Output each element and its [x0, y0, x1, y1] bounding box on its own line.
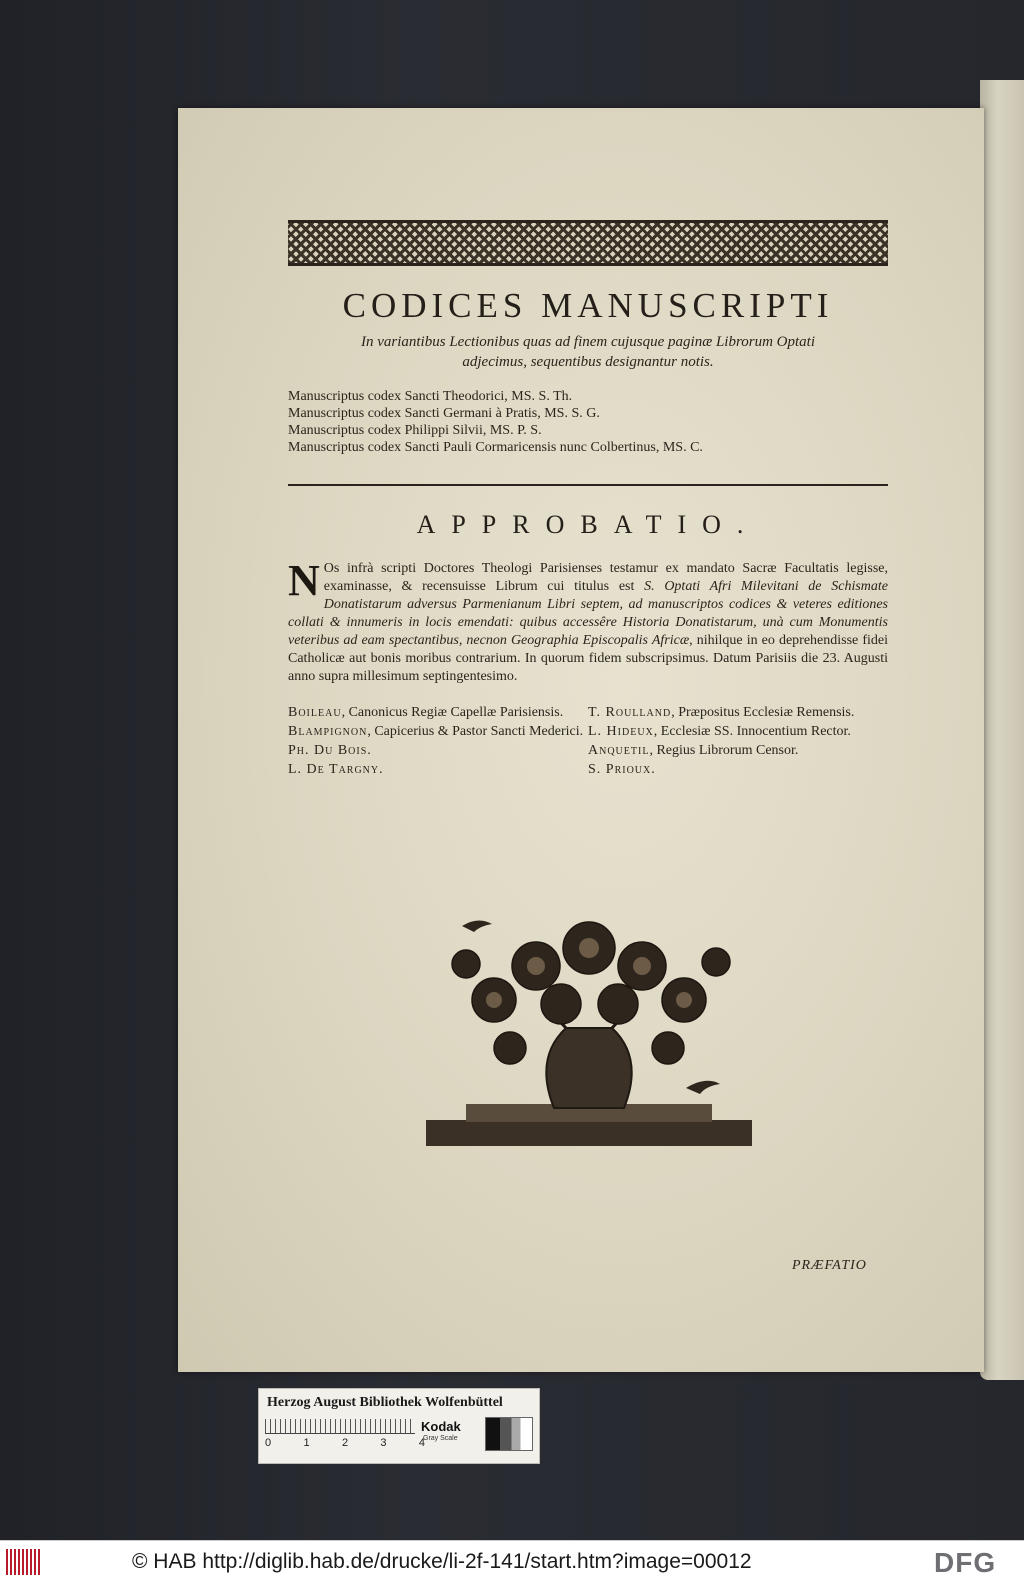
library-name: Herzog August Bibliothek Wolfenbüttel	[267, 1395, 503, 1410]
signatory-name: Boileau	[288, 705, 342, 720]
ornament-band-icon	[288, 220, 888, 266]
scale-numbers	[265, 1437, 425, 1449]
signature	[288, 742, 588, 759]
signature	[288, 761, 588, 778]
signature	[588, 742, 888, 759]
list-item: Manuscriptus codex Philippi Silvii, MS. P. S.	[288, 423, 542, 438]
signature	[588, 723, 888, 740]
signatory-title: , Regius Librorum Censor.	[649, 743, 799, 758]
page-title: CODICES MANUSCRIPTI	[342, 286, 834, 325]
signatory-title: .	[651, 762, 655, 777]
book-page	[178, 108, 984, 1372]
signature	[588, 761, 888, 778]
signatory-name: Ph. Du Bois	[288, 743, 368, 758]
signatory-name: Blampignon	[288, 724, 368, 739]
scale-number: 4	[418, 1437, 425, 1449]
signatory-title: , Canonicus Regiæ Capellæ Parisiensis.	[341, 705, 564, 720]
footer-url[interactable]: © HAB http://diglib.hab.de/drucke/li-2f-141/start.htm?image=00012	[132, 1550, 752, 1573]
list-item: Manuscriptus codex Sancti Theodorici, MS. S. Th.	[288, 389, 573, 404]
catchword: PRÆFATIO	[792, 1258, 867, 1273]
approbatio-part2: , nihilque in eo deprehendisse fidei Catholicæ aut bonis moribus contrarium. In quorum fidem subscripsimus. Datum Parisiis die 23. Augusti anno supra millesimum septingentesimo.	[288, 633, 888, 684]
approbatio-text	[288, 556, 889, 686]
footer-bar	[0, 1540, 1024, 1583]
signature-block	[288, 704, 888, 778]
signature	[288, 723, 588, 740]
adjacent-page-edge	[980, 80, 1024, 1380]
page-subtitle: In variantibus Lectionibus quas ad finem cujusque paginæ Librorum Optati adjecimus, sequentibus designantur notis.	[360, 334, 816, 370]
signature	[288, 704, 588, 721]
scale-number: 0	[265, 1437, 272, 1449]
gray-scale-swatch	[485, 1417, 533, 1451]
scale-number: 1	[303, 1437, 310, 1449]
drop-cap: N	[288, 556, 320, 605]
list-item: Manuscriptus codex Sancti Pauli Cormaricensis nunc Colbertinus, MS. C.	[288, 440, 703, 455]
flower-vase-vignette-icon	[426, 908, 752, 1148]
approbatio-heading: APPROBATIO.	[416, 510, 760, 539]
signatory-name: Anquetil	[588, 743, 650, 758]
scale-number: 2	[341, 1437, 349, 1449]
kodak-label: Kodak	[421, 1419, 461, 1434]
approbatio-part1: Os infrà scripti Doctores Theologi Parisienses testamur ex mandato Sacræ Facultatis legisse, examinasse, & recensuisse Librum cui titulus est	[323, 561, 888, 594]
scale-ruler	[265, 1419, 415, 1434]
manuscript-list	[288, 388, 888, 456]
hab-logo-icon	[6, 1549, 42, 1575]
signature	[588, 704, 888, 721]
signatory-title: .	[379, 762, 383, 777]
gray-scale-label: Gray Scale	[423, 1435, 458, 1442]
dfg-logo-icon: DFG	[934, 1547, 997, 1578]
divider	[288, 484, 888, 486]
page-content	[288, 220, 888, 778]
signatory-title: , Capicerius & Pastor Sancti Mederici.	[367, 724, 584, 739]
signatory-title: , Ecclesiæ SS. Innocentium Rector.	[653, 724, 851, 739]
approbatio-book-title: S. Optati Afri Milevitani de Schismate Donatistarum adversus Parmenianum Libri septem, ad manuscriptos codices & veteres editiones collati & innumeris in locis emendati: quibus accessêre Historia Donatistarum, unà cum Monumentis veteribus ad eam spectantibus, necnon Geographia Episcopalis Africæ	[288, 579, 889, 648]
signatory-name: L. Hideux	[588, 724, 654, 739]
list-item: Manuscriptus codex Sancti Germani à Pratis, MS. S. G.	[288, 406, 600, 421]
signatory-name: L. De Targny	[288, 762, 380, 777]
signatory-name: T. Roulland	[588, 705, 672, 720]
signatory-title: , Præpositus Ecclesiæ Remensis.	[671, 705, 855, 720]
color-reference-card	[258, 1388, 540, 1464]
scale-number: 3	[380, 1437, 387, 1449]
signatory-title: .	[367, 743, 371, 758]
signatory-name: S. Prioux	[588, 762, 652, 777]
